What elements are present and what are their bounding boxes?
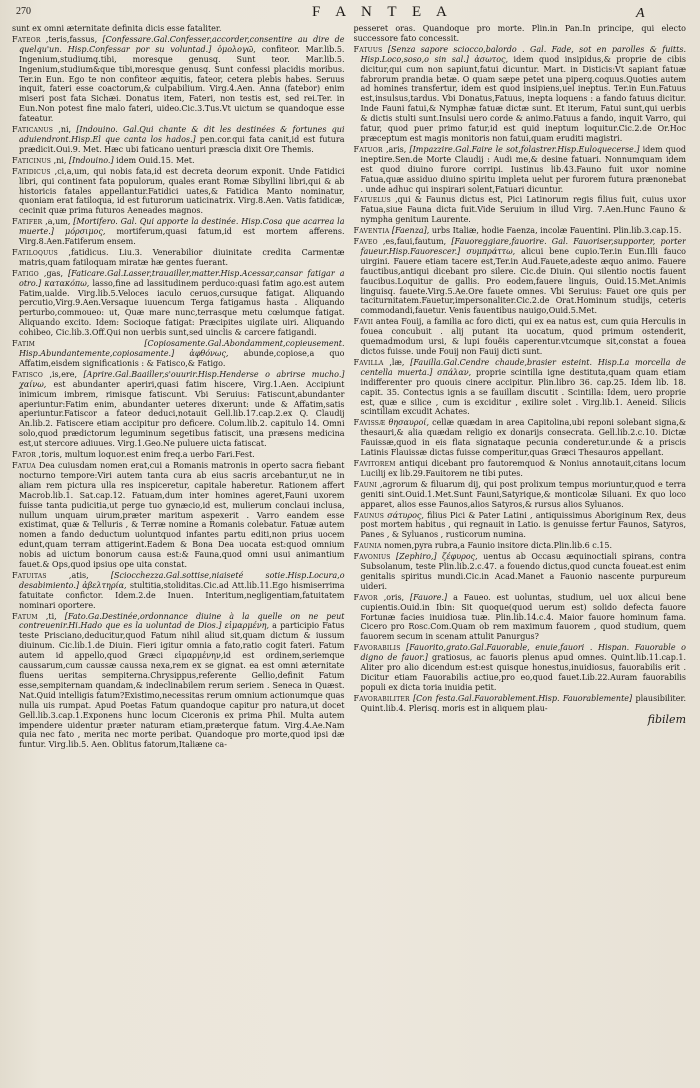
dictionary-entry: [12, 571, 345, 611]
entry-inflection: ,toris,: [38, 450, 63, 460]
entry-inflection: ,ci,a,um,: [54, 166, 90, 176]
dictionary-entry: [12, 125, 345, 155]
entry-definition: stultitia,stoliditas.Cic.ad Att.lib.11.Ego hismiserrima fatuitate confictor. Idem.2.de Inuen. Interitum,negligentiam,fatuitatem nominari oportere.: [19, 580, 345, 610]
entry-definition: uentus ab Occasu æquinoctiali spirans, contra Subsolanum, teste Plin.lib.2.c.47. a fouendo dictus,quod cuncta foueat.est enim genitalis spiritus mundi.Cic.in Acad.Manet a Fauonio nascente purpureum uideri.: [360, 552, 686, 591]
text-columns: [12, 24, 686, 1086]
entry-definition: confiteor. Mar.lib.5. Ingenium,studiumq.tibi, moresque genusq. Sunt teor. Mar.lib.5. Ingenium,studium&que tibi,moresque genusq. Sunt confessi placidis moribus. Ter.in Eun. Ego te non confiteor æquitis, fateor, cetera plebis habes. Seruus inquit, fateri esse coactorum,& culpabilium. Virg.4.Aen. Anna (fatebor) enim miseri post fata Sichæi. Donatus item, Fateri, non testis est, sed rei.Ter. in Eun.Non potest fine malo fateri, uideo.Cic.3.Tus.Vt uictum se quandoque esse fateatur.: [19, 44, 345, 124]
entry-inflection: ,fatidicus.: [68, 247, 109, 257]
dictionary-entry: [354, 418, 687, 458]
entry-greek-equivalent: χαίνω,: [19, 379, 47, 389]
entry-headword: Fatuus: [353, 44, 383, 54]
entry-headword: Fatifer: [12, 217, 43, 227]
entry-vernacular-gloss: [Confessare.Gal.Confesser,accorder,consentire au dire de quelqu'un. Hisp.Confessar por su voluntad.]: [19, 34, 345, 54]
entry-definition: pesseret oras. Quandoque pro morte. Plin.in Pan.In principe, qui electo successore fato concessit.: [353, 24, 686, 43]
entry-greek-equivalent: ὁμολογῶ,: [217, 44, 256, 54]
entry-headword: Fatum: [12, 611, 38, 621]
entry-inflection: ,es,faui,fautum,: [382, 237, 447, 247]
entry-greek-equivalent: θησαυροί,: [388, 418, 429, 428]
dictionary-entry: [354, 643, 687, 693]
entry-greek-equivalent: σπάλαν,: [437, 367, 472, 377]
entry-definition: mortiferum,quasi fatum,id est mortem afferens. Virg.8.Aen.Fatiferum ensem.: [19, 227, 345, 247]
entry-inflection: ,gas,: [43, 268, 63, 278]
running-head: [12, 4, 686, 24]
dictionary-entry: [354, 317, 687, 357]
entry-headword: Fatidicus: [12, 166, 51, 176]
entry-vernacular-gloss: [Mortifero. Gal. Qui apporte la destinée. Hisp.Cosa que acarrea la muerte.]: [19, 217, 345, 237]
entry-vernacular-gloss: [Zephiro,]: [396, 552, 437, 562]
entry-greek-equivalent: κατακόπω,: [44, 278, 90, 288]
entry-inflection: ,atis,: [68, 570, 89, 580]
entry-headword: Favii: [353, 317, 374, 327]
entry-vernacular-gloss: [Fauilla.Gal.Cendre chaude,brasier esteint. Hisp.La morcella de centella muerta.]: [360, 357, 686, 377]
entry-greek-equivalent: μόρσιμος,: [65, 227, 106, 237]
entry-headword: Favissæ: [353, 418, 386, 428]
entry-inflection: ,aris,: [385, 144, 407, 154]
running-head-word: F A N T E A: [312, 4, 453, 20]
entry-definition: urbs Italiæ, hodie Faenza, incolæ Fauentini. Plin.lib.3.cap.15.: [431, 226, 682, 236]
dictionary-entry: [354, 358, 687, 417]
entry-vernacular-gloss: [Impazzire.Gal.Faire le sot,folastrer.Hisp.Euloquecerse.]: [409, 144, 640, 154]
entry-inflection: ,is,ere,: [49, 369, 78, 379]
entry-definition: pen.cor.qui fata canit,id est futura prædicit.Oui.9. Met. Hæc ubi faticano uenturi præscia dixit Ore Themis.: [19, 134, 345, 154]
dictionary-entry: [354, 45, 687, 144]
entry-headword: Fator: [12, 450, 36, 460]
dictionary-entry: [12, 612, 345, 751]
entry-headword: Favonius: [353, 552, 391, 562]
entry-greek-equivalent: ἀσωτος,: [474, 54, 509, 64]
entry-inflection: ,oris,: [383, 592, 405, 602]
entry-definition: a Faueo. est uoluntas, studium, uel uox alicui bene cupientis.Ouid.in Ibin: Sit quoque(quod uerum est) solido defecta fauore Fortunæ facies inuidiosa tuæ. Plin.lib.14.c.4. Maior fauore hominum fama. Cicero pro Rosc.Com.Quam ob rem maximum fauorem , quod studium, quem fauorem secum in scenam attulit Panurgus?: [360, 592, 686, 642]
entry-vernacular-gloss: [Faticare.Gal.Lasser,trauailler,matter.Hisp.Acessar,cansar fatigar a otro.]: [19, 268, 345, 288]
entry-greek-equivalent: εἱμαρμένη,: [224, 621, 270, 631]
dictionary-entry: [12, 217, 345, 247]
catchword-bottom: fibilem: [647, 712, 686, 726]
entry-definition: alicui bene cupio.Ter.in Eun.Illi fauco uirgini. Fauere etiam tacere est,Ter.in Aud.Fauete,adeste æquo animo. Fauere fauctibus,antiqui dicebant pro silere. Cic.de Diuin. Qui silentio noctis fauent faucibus.Loquitur de gallis. Pro eodem,fauere linguis, Ouid.15.Met.Animis linguisq. fauete.Virg.5.Ae.Ore fauete omnes. Vbi Seruius: Fauet ore quis per taciturnitatem.Fauetur,impersonaliter.Cic.2.de Orat.Hominum studijs, ceteris commodandi,fauetur. Venis fauentibus nauigo,Ouid.5.Met.: [360, 246, 686, 316]
entry-headword: Faticinus: [12, 155, 52, 165]
dictionary-entry: [354, 480, 687, 510]
entry-vernacular-gloss: [Con festa.Gal.Fauorablement.Hisp. Fauorablemente]: [413, 693, 633, 703]
entry-inflection: ,ni,: [58, 125, 72, 135]
entry-vernacular-gloss: [Indouino.]: [69, 155, 114, 165]
entry-greek-equivalent: ζέφυρος,: [442, 552, 478, 562]
dictionary-entry: [354, 541, 687, 551]
entry-definition: abunde,copiose,a quo Affatim,eisdem significationis : & Fatisco,& Fatigo.: [19, 349, 345, 368]
entry-inflection: ,læ,: [389, 357, 405, 367]
entry-greek-equivalent: [Faenza],: [391, 226, 430, 236]
entry-definition: multum loquor.est enim freq.a uerbo Fari.Fest.: [64, 450, 255, 460]
entry-inflection: ,ti,: [45, 611, 57, 621]
entry-headword: Fatisco: [12, 369, 43, 379]
entry-greek-equivalent: συμπράττω,: [466, 246, 516, 256]
right-column: [354, 24, 687, 1086]
dictionary-entry: [354, 145, 687, 195]
entry-headword: Fatua: [12, 460, 36, 470]
dictionary-entry: [354, 24, 687, 44]
dictionary-entry: [12, 461, 345, 570]
dictionary-entry: [354, 511, 687, 541]
entry-vernacular-gloss: [Fauoreggiare,fauorire. Gal. Fauoriser,supporter, porter faueur.Hisp.Fauorescer.]: [360, 237, 686, 256]
entry-definition: sunt ex omni æternitate definita dicis esse fataliter.: [12, 24, 222, 33]
dictionary-entry: [12, 167, 345, 217]
entry-headword: Fatiloquus: [12, 247, 58, 257]
entry-definition: cellæ quædam in area Capitolina,ubi reponi solebant signa,& thesauri,& alia quædam religio ex donarijs consecrata. Gell.lib.2.c.10. Dictæ Fauissæ,quod in eis flata signataque pecunia conderetur.unde & a priscis Latinis Flauissæ dictas fuisse comperitur,quas Græci Thesauros appellant.: [360, 418, 686, 458]
entry-definition: qui nobis fata,id est decreta deorum exponit. Unde Fatidici libri, qui continent fata populorum, quales erant Romæ Sibyllini libri,qui & ab historicis fatales appellantur.Fatidici uates,& Fatidica Manto nominatur, quoniam erat fatiloqua, id est futurorum uaticinatrix. Virg.8.Aen. Vatis fatidicæ, cecinit quæ prima futuros Aeneades magnos.: [19, 166, 345, 216]
entry-inflection: ,agrorum & filuarum dij,: [380, 479, 481, 489]
entry-vernacular-gloss: [Aprire.Gal.Baailler,s'ouurir.Hisp.Henderse o abrirse mucho.]: [83, 369, 345, 379]
entry-definition: antea Fouij, a familia ac foro dicti, qui ex ea natus est, cum quia Herculis in fouea concubuit . alij putant ita uocatum, quod primum ostenderit, quemadmodum ursi, & lupi fouëis caperentur.vtcumque sit,constat a fouea dictos fuisse. unde Fouij non Fauij dicti sunt.: [360, 317, 686, 356]
entry-inflection: ,a,um,: [45, 217, 71, 227]
entry-definition: idem Ouid.15. Met.: [116, 155, 195, 165]
entry-inflection: ,qui & Faunus dictus est,: [395, 195, 503, 205]
entry-headword: Faventia: [353, 226, 390, 236]
entry-definition: nomen,pyra rubra,a Faunio insitore dicta.Plin.lib.6 c.15.: [384, 541, 612, 551]
entry-definition: gratiosus, ac fauoris plenus apud omnes. Quint.lib.11.cap.1. Aliter pro alio dicendum est:est quisque honestus,inuidiosus, fauorabilis erit . Dicitur etiam Fauorabilis actiue,pro eo,quod fauet.Lib.22.Auram fauorabilis populi ex dicta toria inuidia petit.: [360, 653, 686, 692]
running-head-catchword: A: [636, 6, 645, 21]
entry-headword: Favorabilis: [353, 643, 401, 653]
entry-definition: filius Pici & Pater Latini , antiquissimus Aboriginum Rex, deus post mortem habitus , qui regnauit in Latio. is genuisse fertur Faunos, Satyros, Panes , & Syluanos , rusticorum numina.: [360, 510, 686, 540]
entry-definition: Dea cuiusdam nomen erat,cui a Romanis matronis in operto sacra fiebant nocturno tempore:Viri autem tanta cura ab eius sacris arcebantur,ut ne in aliam rem pictura ulla res inspiceretur, capitale haberetur. Rationem affert Macrob.lib.1. Sat.cap.12. Fatuam,dum inter homines ageret,Fauni uxorem fuisse tanta pudicitia,ut perge tuo gynæcio,id est, mulierum conclaui inclusa, nullum unquam uirum,præter maritum aspexerit . Varro eandem esse existimat, quæ & Telluris , & Terræ nomine a Romanis colebatur. Fatuæ autem nomen a fando deductum uoluntquod infantes partu editi,non prius uocem edunt,quam terram attigerint.Eadem & Bona Dea uocata est:quod omnium nobis ad uictum bonorum causa est:& Fauna,quod omni usui animantium fauet.& Ops,quod ipsius ope uita constat.: [19, 460, 345, 570]
entry-headword: Favorabiliter: [353, 693, 410, 703]
entry-inflection: ,teris,fassus,: [45, 34, 98, 44]
entry-greek-equivalent: ἀφθόνως,: [189, 349, 229, 358]
dictionary-entry: [354, 459, 687, 479]
entry-definition: idem quod ineptire.Sen.de Morte Claudij : Audi me,& desine fatuari. Nonnumquam idem est quod diuino furore corripi. Iustinus lib.43.Fauno fuit uxor nomine Fatua,quæ assiduo diuino spiritu impleta uelut per furorem futura prænonebat . unde adhuc qui inspirari solent,Fatuari dicuntur.: [360, 144, 686, 194]
dictionary-entry: [12, 248, 345, 268]
entry-headword: Fatuelus: [353, 195, 391, 205]
entry-vernacular-gloss: [Senza sapore sciocco,balordo . Gal. Fade, sot en parolles & fuitts. Hisp.Loco,soso,o sin sal.]: [360, 44, 686, 64]
entry-headword: Fatigo: [12, 268, 39, 278]
entry-definition: est abundanter aperiri,quasi fatim hiscere, Virg.1.Aen. Accipiunt inimicum imbrem, rimisque fatiscunt. Vbi Seruius: Fatiscunt,abundanter aperiuntur:Fatim enim, abundanter ueteres dixerunt: unde & Affatim,satis aperiuntur.Fatiscor a fateor deduci,notauit Gell.lib.17.cap.2.ex Q. Claudij An.lib.2. Fatiscere etiam accipitur pro deficere. Colum.lib.2. capitulo 14. Omni solo,quod prædictorum leguminum segetibus fatiscit, una præsens medicina est,ut stercore adiuues. Virg.1.Geo.Ne puluere uicta fatiscat.: [19, 379, 345, 449]
entry-headword: Fatuitas: [12, 570, 47, 580]
entry-definition: lasso,fine ad lassitudinem perduco:quasi fatim ago.est autem Fatim,ualde. Virg.lib.5.Veloces iaculo ceruos,cursuque fatigat. Aliquando percutio,Virg.9.Aen.Versaque iuuencum Terga fatigamus hasta . Aliquando perturbo,commoueo: ut, Quæ mare nunc,terrasque metu cœlumque fatigat. Aliquando excito. Idem: Socioque fatigat: Præcipites uigilate uiri. Aliquando cohibeo, Cic.lib.3.Off.Qui non uerbis sunt,sed uinclis & carcere fatigandi.: [19, 278, 345, 338]
entry-headword: Fateor: [12, 34, 41, 44]
entry-headword: Faticanus: [12, 125, 54, 135]
entry-greek-equivalent: σάτυρος,: [387, 510, 424, 520]
entry-headword: Favilla: [353, 357, 384, 367]
dictionary-entry: [354, 237, 687, 316]
entry-headword: Fauni: [353, 479, 378, 489]
entry-greek-equivalent: ἀβελτηρία,: [82, 580, 127, 590]
dictionary-entry: [12, 370, 345, 449]
entry-vernacular-gloss: [Fauore.]: [410, 592, 448, 602]
entry-vernacular-gloss: [Fauorito,grato.Gal.Fauorable, enuie,fauori . Hispan. Fauorable o digno de fauor.]: [360, 643, 686, 663]
page-number: 270: [16, 6, 31, 17]
entry-inflection: ,ni,: [53, 155, 67, 165]
entry-vernacular-gloss: [Fato.Ga.Destinée,ordonnance diuine à la quelle on ne peut contreuenir.Hi.Hado que es la uoluntad de Dios.]: [19, 611, 345, 631]
dictionary-entry: [12, 35, 345, 124]
dictionary-entry: [354, 593, 687, 643]
dictionary-entry: [12, 24, 345, 34]
dictionary-entry: [12, 269, 345, 338]
entry-definition: proprie scintilla igne destituta,quam quam etiam indifferenter pro quouis cinere accipitur. Plin.libro 36. cap.25. Idem lib. 18. capit. 35. Contectus ignis a se fauillam discutit . Scintilla: Idem, uero proprie est, quæ e silice , cum is exciditur , exilire solet . Virg.lib.1. Aeneid. Silicis scintillam excudit Achates.: [360, 367, 686, 417]
dictionary-entry: [354, 694, 687, 714]
entry-vernacular-gloss: [Copiosamente.Gal.Abondamment,copieusement. Hisp.Abundantemente,copiosamente.]: [19, 339, 345, 358]
entry-definition: Pici Latinorum regis filius fuit, cuius uxor Fatua,siue Fauna dicta fuit.Vide Seruium in illud Virg. 7.Aen.Hunc Fauno & nympha genitum Laurente.: [360, 195, 686, 225]
dictionary-entry: [354, 226, 687, 236]
entry-headword: Faunia: [353, 541, 382, 551]
entry-headword: Favitorem: [353, 458, 396, 468]
entry-headword: Fatim: [12, 339, 36, 349]
dictionary-entry: [354, 552, 687, 592]
entry-definition: antiqui dicebant pro fautoremquod & Nonius annotauit,citans locum Lucilij ex lib.29.Fauitorem ne tibi putes.: [360, 458, 686, 478]
dictionary-entry: [354, 195, 687, 225]
entry-definition: qui post prolixum tempus moriuntur,quod e terra geniti sint.Ouid.1.Met.Sunt Fauni,Satyrique,& monticolæ Siluani. Ex quo loco apparet, alios esse Faunos,alios Satyros,& rursus alios Syluanos.: [360, 479, 686, 509]
entry-headword: Faunus: [353, 510, 385, 520]
entry-headword: Favor: [353, 592, 378, 602]
dictionary-entry: [12, 339, 345, 369]
entry-definition: idem quod insipidus,& proprie de cibis dicitur,qui cum non sapiunt,fatui dicuntur. Mart. in Disticis:Vt sapiant fatuæ fabrorum prandia betæ. O quam sæpe petet una piperq.coquus.Quoties autem ad homines transfertur, idem est quod insipiens,uel ineptus. Ter.in Eun.Fatuus est,insulsus,tardus. Vbi Donatus,Fatuus, inepta loquens : a fando fatuus dicitur. Inde Fauni fatui,& Nymphæ fatuæ dictæ sunt. Et iterum, Fatui sunt,qui uerbis & dictis stulti sunt.Insulsi uero corde & animo.Fatuus a fando, inquit Varro, qui fatur, quod puer primo fatur,id est quid ineptum loquitur.Cic.2.de Or.Hoc præceptum est magis monitoris non fatui,quam eruditi magistri.: [360, 54, 686, 143]
entry-definition: a participio Fatus teste Prisciano,deducitur,quod Fatum nihil aliud sit,quam dictum & iussum diuinum. Cic.lib.1.de Diuin. Fieri igitur omnia a fato,ratio cogit fateri. Fatum autem id appello,quod Græci εἱμαρμένην,id est ordinem,seriemque caussarum,cum caussæ caussa nexa,rem ex se gignat. ea est omni æternitate fluens ueritas sempiterna.Chrysippus,referente Gellio,definit Fatum esse,sempiternam quandam,& indeclinabilem rerum seriem . Seneca in Quæst. Nat.Quid intelligis fatum?Existimo,necessitas rerum omnium actionumque quas nulla uis rumpat. Apud Poetas Fatum quandoque capitur pro natura,ut docet Gell.lib.3.cap.1.Exponens hunc locum Ciceronis ex prima Phil. Multa autem impendere uidentur præter naturam etiam,præterque fatum. Virg.4.Ae.Nam quia nec fato , merita nec morte peribat. Quandoque pro morte,quod ipsi dæ funtur. Virg.lib.5. Aen. Oblitus fatorum,Italiæne ca-: [19, 621, 345, 750]
entry-definition: plausibiliter. Quint.lib.4. Plerisq. moris est in aliquem plau-: [360, 693, 686, 713]
dictionary-entry: [12, 450, 345, 460]
dictionary-entry: [12, 156, 345, 166]
entry-headword: Fatuor: [353, 144, 383, 154]
entry-definition: Liu.3. Venerabilior diuinitate credita Carmentæ matris,quam fatiloquam miratæ hæ gentes fuerant.: [19, 247, 345, 267]
left-column: [12, 24, 345, 1086]
entry-vernacular-gloss: [Indouino. Gal.Qui chante & dit les destinées & fortunes qui aduiendront.Hisp.El que canta los hados.]: [19, 125, 345, 144]
entry-headword: Faveo: [353, 237, 378, 247]
entry-vernacular-gloss: [Sciocchezza.Gal.sottise,niaiseté sotie.Hisp.Locura,o desabimiento.]: [19, 570, 345, 590]
